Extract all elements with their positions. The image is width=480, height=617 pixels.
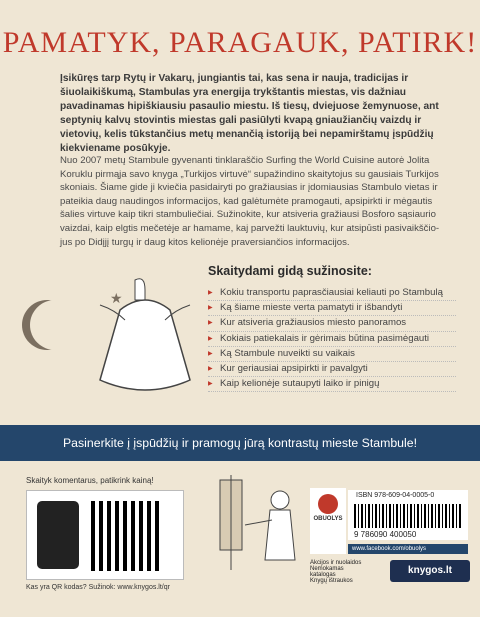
dervish-illustration (80, 270, 210, 400)
qr-box (26, 490, 184, 580)
learn-heading: Skaitydami gidą sužinosite: (208, 264, 372, 278)
list-item: ▶ Ką šiame mieste verta pamatyti ir išbandyti (208, 301, 456, 316)
body-paragraph: Nuo 2007 metų Stambule gyvenanti tinklaraščio Surfing the World Cuisine autorė Jolita Koruklu pirmąja savo knyga „Turkijos virtuvė“ supažindino skaitytojus su gausiais Turkijos skoniais. Šiame gide ji kviečia pasidairyti po gražiausias ir įdomiausias Stambulo vietas ir pateikia daug naudingos informacijos, kad galėtumėte pramogauti, apsipirkti ir mėgautis šalies virtuve kaip tikri stambuliečiai. Sužinokite, kur atsiveria gražiausi Bosforo sąsiaurio vaizdai, kaip elgtis mečetėje ar hamame, kaj parvežti lauktuvių, kur atsipūsti pasivaikščio-jus po Didįjį turgų ir daug kitos kelionėje praversiančios informacijos. (60, 155, 440, 248)
list-item: ▶ Kaip kelionėje sutaupyti laiko ir pinigų (208, 377, 456, 392)
isbn: ISBN 978-609-04-0005-0 (356, 492, 435, 499)
facebook-link[interactable]: www.facebook.com/obuolys (348, 544, 468, 554)
learn-section (208, 264, 456, 392)
crescent-moon-icon (30, 300, 80, 350)
list-item: ▶ Kur geriausiai apsipirkti ir pavalgyti (208, 362, 456, 377)
qr-label: Skaityk komentarus, patikrink kainą! (26, 476, 154, 485)
list-item: ▶ Ką Stambule nuveikti su vaikais (208, 347, 456, 362)
phone-icon (37, 501, 79, 569)
feature-item: Akcijos ir nuolaidos (310, 560, 362, 566)
publisher-logo (310, 488, 346, 554)
barcode (348, 490, 468, 540)
kebab-cook-illustration (200, 470, 310, 580)
learn-list (208, 286, 456, 392)
qr-footer: Kas yra QR kodas? Sužinok: www.knygos.lt/qr (26, 584, 170, 591)
publisher-name: OBUOLYS (313, 516, 343, 522)
qr-code[interactable] (91, 501, 161, 571)
star-icon: ★ (110, 290, 123, 306)
banner: Pasinerkite į įspūdžių ir pramogų jūrą kontrastų mieste Stambule! (0, 425, 480, 461)
knygos-logo[interactable]: knygos.lt (390, 560, 470, 582)
feature-item: Nemokamas katalogas (310, 566, 344, 578)
list-item: ▶ Kur atsiveria gražiausios miesto panoramos (208, 316, 456, 331)
features-list (310, 560, 370, 584)
barcode-bars (354, 504, 462, 528)
apple-icon (318, 494, 338, 514)
list-item: ▶ Kokiais patiekalais ir gėrimais būtina pasimėgauti (208, 332, 456, 347)
barcode-number: 9 786090 400050 (354, 530, 417, 539)
feature-item: Knygų ištraukos (310, 578, 353, 584)
page-title: PAMATYK, PARAGAUK, PATIRK! (2, 26, 478, 59)
intro-paragraph: Įsikūręs tarp Rytų ir Vakarų, jungiantis tai, kas sena ir nauja, tradicijas ir šiuolaikiškumą, Stambulas yra energija trykštantis miestas, vis dažniau pavadinamas hipiškiausiu pasaulio miestu. Iš tiesų, dviejuose žemynuose, ant septynių kalvų stovintis miestas gali pasiūlyti kvapą gniaužiančių vaizdų ir vietovių, kelis tūkstančius metų menančią istoriją bei nepamirštamų įspūdžių kiekviename posūkyje. (60, 73, 439, 154)
list-item: ▶ Kokiu transportu paprasčiausiai keliauti po Stambulą (208, 286, 456, 301)
